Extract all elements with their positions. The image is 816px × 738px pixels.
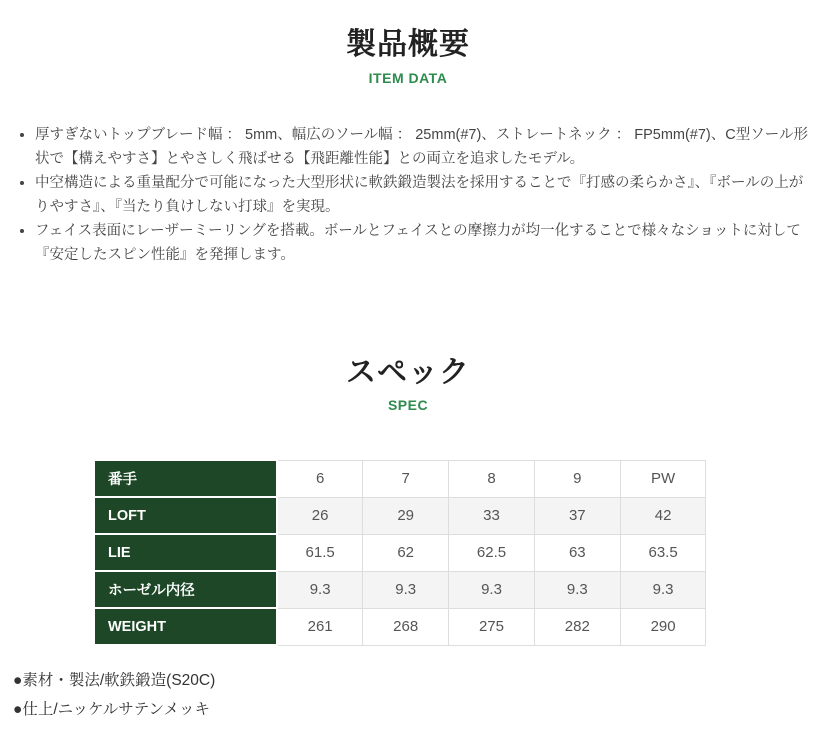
spec-cell: 9 <box>534 460 620 497</box>
feature-item: • 厚すぎないトップブレード幅 ： 5mm、幅広のソール幅 ： 25mm(#7)、ストレートネック ： FP5mm(#7)、C型ソール形状で【構えやすさ】とやさしく飛ばせる【飛距離性能】との両立を追求したモデル。 <box>35 123 810 171</box>
spec-cell: 268 <box>363 608 449 645</box>
overview-subtitle: ITEM DATA <box>368 69 448 86</box>
spec-cell: 9.3 <box>534 571 620 608</box>
spec-cell: 290 <box>620 608 706 645</box>
spec-cell: 282 <box>534 608 620 645</box>
spec-cell: 29 <box>363 497 449 534</box>
overview-title: 製品概要 <box>346 28 470 61</box>
spec-cell: 63 <box>534 534 620 571</box>
spec-cell: 261 <box>277 608 363 645</box>
spec-cell: 8 <box>449 460 535 497</box>
note-finish: ●仕上/ニッケルサテンメッキ <box>13 701 211 718</box>
feature-item: • 中空構造による重量配分で可能になった大型形状に軟鉄鍛造製法を採用することで『打感の柔らかさ』、『ボールの上がりやすさ』、『当たり負けしない打球』を実現。 <box>35 171 810 219</box>
spec-cell: 9.3 <box>277 571 363 608</box>
table-row <box>94 460 706 497</box>
spec-cell: 61.5 <box>277 534 363 571</box>
spec-cell: 275 <box>449 608 535 645</box>
table-row <box>94 534 706 571</box>
spec-cell: 7 <box>363 460 449 497</box>
spec-cell: 9.3 <box>449 571 535 608</box>
spec-row-label: LIE <box>94 534 277 571</box>
spec-cell: PW <box>620 460 706 497</box>
spec-row-label: LOFT <box>94 497 277 534</box>
table-row <box>94 571 706 608</box>
spec-cell: 6 <box>277 460 363 497</box>
spec-cell: 62.5 <box>449 534 535 571</box>
note-material: ●素材・製法/軟鉄鍛造(S20C) <box>13 672 216 689</box>
spec-cell: 42 <box>620 497 706 534</box>
spec-table <box>93 459 706 646</box>
spec-section-header <box>0 267 816 414</box>
spec-cell: 62 <box>363 534 449 571</box>
feature-list <box>14 123 810 267</box>
spec-cell: 33 <box>449 497 535 534</box>
spec-row-label: 番手 <box>94 460 277 497</box>
spec-cell: 26 <box>277 497 363 534</box>
table-row <box>94 608 706 645</box>
material-notes <box>13 666 816 724</box>
table-row <box>94 497 706 534</box>
spec-cell: 9.3 <box>620 571 706 608</box>
overview-section-header <box>0 0 816 86</box>
spec-cell: 63.5 <box>620 534 706 571</box>
spec-row-label: WEIGHT <box>94 608 277 645</box>
spec-title: スペック <box>346 355 470 389</box>
spec-subtitle: SPEC <box>387 397 429 413</box>
feature-item: • フェイス表面にレーザーミーリングを搭載。ボールとフェイスとの摩擦力が均一化することで様々なショットに対して『安定したスピン性能』を発揮します。 <box>35 219 810 267</box>
spec-row-label: ホーゼル内径 <box>94 571 277 608</box>
spec-cell: 9.3 <box>363 571 449 608</box>
spec-cell: 37 <box>534 497 620 534</box>
